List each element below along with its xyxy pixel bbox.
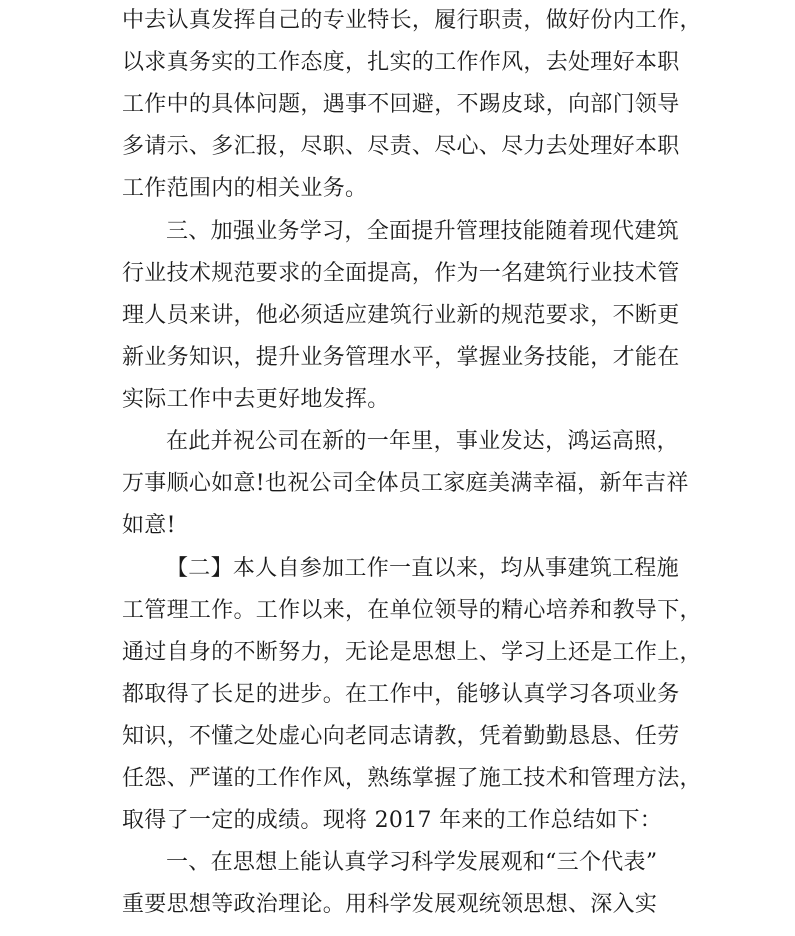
text-line: 多请示、多汇报，尽职、尽责、尽心、尽力去处理好本职 (122, 134, 680, 159)
paragraph-start-line: 三、加强业务学习，全面提升管理技能随着现代建筑 (166, 219, 679, 244)
text-line: 都取得了长足的进步。在工作中，能够认真学习各项业务 (122, 682, 680, 707)
text-line: 如意! (122, 513, 176, 538)
text-line: 新业务知识，提升业务管理水平，掌握业务技能，才能在 (122, 345, 680, 370)
text-line: 通过自身的不断努力，无论是思想上、学习上还是工作上， (122, 640, 702, 665)
text-line: 工管理工作。工作以来，在单位领导的精心培养和教导下， (122, 598, 702, 623)
text-line: 理人员来讲，他必须适应建筑行业新的规范要求，不断更 (122, 303, 680, 328)
text-line: 万事顺心如意!也祝公司全体员工家庭美满幸福，新年吉祥 (122, 471, 689, 496)
text-line: 知识，不懂之处虚心向老同志请教，凭着勤勤恳恳、任劳 (122, 724, 680, 749)
paragraph-start-line: 一、在思想上能认真学习科学发展观和“三个代表” (166, 850, 658, 875)
paragraph-start-line: 【二】本人自参加工作一直以来，均从事建筑工程施 (166, 556, 679, 581)
text-line: 中去认真发挥自己的专业特长，履行职责，做好份内工作， (122, 8, 702, 33)
text-line: 取得了一定的成绩。现将 2017 年来的工作总结如下： (122, 808, 663, 833)
text-line: 工作中的具体问题，遇事不回避，不踢皮球，向部门领导 (122, 92, 680, 117)
paragraph-start-line: 在此并祝公司在新的一年里，事业发达，鸿运高照， (166, 429, 679, 454)
text-line: 重要思想等政治理论。用科学发展观统领思想、深入实 (122, 892, 658, 917)
text-line: 实际工作中去更好地发挥。 (122, 387, 390, 412)
text-line: 工作范围内的相关业务。 (122, 176, 368, 201)
text-line: 以求真务实的工作态度，扎实的工作作风，去处理好本职 (122, 50, 680, 75)
text-line: 行业技术规范要求的全面提高，作为一名建筑行业技术管 (122, 261, 680, 286)
text-line: 任怨、严谨的工作作风，熟练掌握了施工技术和管理方法， (122, 766, 702, 791)
